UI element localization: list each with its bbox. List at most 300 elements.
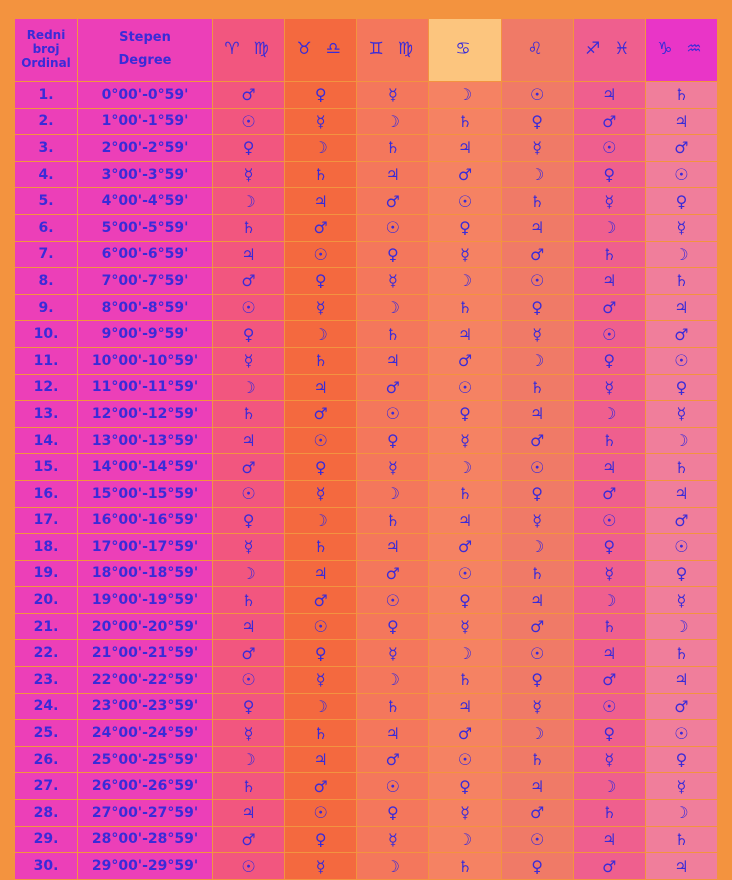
- mercury-icon: ☿: [285, 480, 357, 507]
- jupiter-icon: ♃: [213, 800, 285, 827]
- mars-icon: ♂: [213, 640, 285, 667]
- saturn-icon: ♄: [213, 401, 285, 428]
- venus-icon: ♀: [429, 401, 501, 428]
- mercury-icon: ☿: [285, 294, 357, 321]
- moon-icon: ☽: [429, 268, 501, 295]
- row-degree-range: 27°00'-27°59': [78, 800, 213, 827]
- venus-icon: ♀: [285, 454, 357, 481]
- sun-icon: ☉: [357, 401, 429, 428]
- jupiter-icon: ♃: [573, 268, 645, 295]
- header-sign-column-1: [213, 19, 285, 82]
- table-row: [15, 135, 718, 162]
- table-row: [15, 480, 718, 507]
- header-ordinal-line2: broj: [32, 42, 60, 57]
- row-ordinal: 8.: [15, 268, 78, 295]
- mercury-icon: ☿: [357, 82, 429, 109]
- table-row: [15, 640, 718, 667]
- zodiac-leo-icon: ♌: [527, 39, 547, 60]
- row-degree-range: 0°00'-0°59': [78, 82, 213, 109]
- row-degree-range: 18°00'-18°59': [78, 560, 213, 587]
- zodiac-aries-virgo-icon: ♈ ♍: [224, 39, 273, 60]
- sun-icon: ☉: [501, 268, 573, 295]
- mars-icon: ♂: [573, 108, 645, 135]
- mercury-icon: ☿: [357, 826, 429, 853]
- moon-icon: ☽: [285, 693, 357, 720]
- mars-icon: ♂: [573, 294, 645, 321]
- sun-icon: ☉: [501, 454, 573, 481]
- table-row: [15, 613, 718, 640]
- jupiter-icon: ♃: [645, 480, 717, 507]
- mercury-icon: ☿: [285, 667, 357, 694]
- saturn-icon: ♄: [573, 800, 645, 827]
- row-degree-range: 4°00'-4°59': [78, 188, 213, 215]
- mercury-icon: ☿: [213, 534, 285, 561]
- mercury-icon: ☿: [573, 374, 645, 401]
- jupiter-icon: ♃: [501, 587, 573, 614]
- venus-icon: ♀: [213, 135, 285, 162]
- mercury-icon: ☿: [429, 241, 501, 268]
- mars-icon: ♂: [645, 321, 717, 348]
- row-degree-range: 22°00'-22°59': [78, 667, 213, 694]
- table-row: [15, 853, 718, 880]
- header-ordinal-line3: Ordinal: [21, 55, 71, 70]
- venus-icon: ♀: [501, 108, 573, 135]
- mars-icon: ♂: [429, 347, 501, 374]
- sun-icon: ☉: [573, 507, 645, 534]
- row-degree-range: 28°00'-28°59': [78, 826, 213, 853]
- row-ordinal: 11.: [15, 347, 78, 374]
- venus-icon: ♀: [213, 507, 285, 534]
- table-row: [15, 667, 718, 694]
- sun-icon: ☉: [285, 800, 357, 827]
- moon-icon: ☽: [357, 480, 429, 507]
- venus-icon: ♀: [429, 773, 501, 800]
- saturn-icon: ♄: [645, 82, 717, 109]
- sun-icon: ☉: [429, 560, 501, 587]
- venus-icon: ♀: [501, 294, 573, 321]
- venus-icon: ♀: [573, 720, 645, 747]
- moon-icon: ☽: [357, 853, 429, 880]
- header-degree: [78, 19, 213, 82]
- sun-icon: ☉: [573, 321, 645, 348]
- venus-icon: ♀: [645, 560, 717, 587]
- table-row: [15, 454, 718, 481]
- header-row: [15, 19, 718, 82]
- row-ordinal: 21.: [15, 613, 78, 640]
- jupiter-icon: ♃: [285, 188, 357, 215]
- moon-icon: ☽: [501, 347, 573, 374]
- mercury-icon: ☿: [501, 321, 573, 348]
- row-ordinal: 20.: [15, 587, 78, 614]
- table-header: [15, 19, 718, 82]
- jupiter-icon: ♃: [213, 613, 285, 640]
- header-ordinal-line1: Redni: [26, 28, 66, 43]
- saturn-icon: ♄: [285, 534, 357, 561]
- saturn-icon: ♄: [213, 214, 285, 241]
- jupiter-icon: ♃: [645, 294, 717, 321]
- moon-icon: ☽: [645, 613, 717, 640]
- zodiac-capricorn-aquarius-icon: ♑ ♒: [657, 39, 706, 60]
- header-sign-column-7: [645, 19, 717, 82]
- jupiter-icon: ♃: [573, 640, 645, 667]
- venus-icon: ♀: [285, 826, 357, 853]
- row-ordinal: 26.: [15, 746, 78, 773]
- sun-icon: ☉: [645, 534, 717, 561]
- header-sign-column-5: [501, 19, 573, 82]
- row-ordinal: 19.: [15, 560, 78, 587]
- mercury-icon: ☿: [645, 587, 717, 614]
- venus-icon: ♀: [285, 268, 357, 295]
- saturn-icon: ♄: [645, 640, 717, 667]
- row-ordinal: 25.: [15, 720, 78, 747]
- saturn-icon: ♄: [285, 161, 357, 188]
- saturn-icon: ♄: [501, 374, 573, 401]
- venus-icon: ♀: [357, 241, 429, 268]
- mars-icon: ♂: [501, 427, 573, 454]
- saturn-icon: ♄: [357, 507, 429, 534]
- jupiter-icon: ♃: [213, 427, 285, 454]
- row-degree-range: 17°00'-17°59': [78, 534, 213, 561]
- table-row: [15, 82, 718, 109]
- mercury-icon: ☿: [213, 347, 285, 374]
- row-degree-range: 9°00'-9°59': [78, 321, 213, 348]
- mars-icon: ♂: [645, 693, 717, 720]
- sun-icon: ☉: [645, 720, 717, 747]
- saturn-icon: ♄: [573, 427, 645, 454]
- zodiac-gemini-virgo-icon: ♊ ♍: [368, 39, 418, 60]
- table-row: [15, 826, 718, 853]
- moon-icon: ☽: [573, 401, 645, 428]
- table-row: [15, 188, 718, 215]
- mercury-icon: ☿: [501, 507, 573, 534]
- row-degree-range: 25°00'-25°59': [78, 746, 213, 773]
- jupiter-icon: ♃: [285, 374, 357, 401]
- sun-icon: ☉: [429, 374, 501, 401]
- sun-icon: ☉: [501, 826, 573, 853]
- row-degree-range: 6°00'-6°59': [78, 241, 213, 268]
- mercury-icon: ☿: [429, 427, 501, 454]
- sun-icon: ☉: [213, 294, 285, 321]
- moon-icon: ☽: [285, 507, 357, 534]
- header-sign-column-6: [573, 19, 645, 82]
- row-degree-range: 10°00'-10°59': [78, 347, 213, 374]
- mercury-icon: ☿: [573, 746, 645, 773]
- row-degree-range: 5°00'-5°59': [78, 214, 213, 241]
- mars-icon: ♂: [213, 82, 285, 109]
- moon-icon: ☽: [501, 534, 573, 561]
- jupiter-icon: ♃: [285, 746, 357, 773]
- mercury-icon: ☿: [501, 135, 573, 162]
- venus-icon: ♀: [645, 746, 717, 773]
- jupiter-icon: ♃: [429, 135, 501, 162]
- mercury-icon: ☿: [357, 268, 429, 295]
- header-sign-column-2: [285, 19, 357, 82]
- jupiter-icon: ♃: [573, 826, 645, 853]
- saturn-icon: ♄: [501, 746, 573, 773]
- row-ordinal: 7.: [15, 241, 78, 268]
- moon-icon: ☽: [573, 214, 645, 241]
- row-degree-range: 2°00'-2°59': [78, 135, 213, 162]
- sun-icon: ☉: [645, 161, 717, 188]
- table-row: [15, 534, 718, 561]
- jupiter-icon: ♃: [645, 667, 717, 694]
- venus-icon: ♀: [573, 347, 645, 374]
- row-ordinal: 10.: [15, 321, 78, 348]
- mars-icon: ♂: [501, 613, 573, 640]
- saturn-icon: ♄: [501, 560, 573, 587]
- table-row: [15, 321, 718, 348]
- venus-icon: ♀: [501, 480, 573, 507]
- row-ordinal: 2.: [15, 108, 78, 135]
- moon-icon: ☽: [573, 587, 645, 614]
- mercury-icon: ☿: [429, 800, 501, 827]
- sun-icon: ☉: [573, 135, 645, 162]
- saturn-icon: ♄: [429, 294, 501, 321]
- jupiter-icon: ♃: [501, 773, 573, 800]
- row-degree-range: 20°00'-20°59': [78, 613, 213, 640]
- mars-icon: ♂: [501, 800, 573, 827]
- row-ordinal: 22.: [15, 640, 78, 667]
- jupiter-icon: ♃: [357, 161, 429, 188]
- venus-icon: ♀: [645, 374, 717, 401]
- row-degree-range: 7°00'-7°59': [78, 268, 213, 295]
- table-body: [15, 82, 718, 880]
- jupiter-icon: ♃: [429, 321, 501, 348]
- mars-icon: ♂: [645, 507, 717, 534]
- header-ordinal: [15, 19, 78, 82]
- table-row: [15, 693, 718, 720]
- row-degree-range: 19°00'-19°59': [78, 587, 213, 614]
- venus-icon: ♀: [501, 667, 573, 694]
- mars-icon: ♂: [573, 480, 645, 507]
- sun-icon: ☉: [357, 773, 429, 800]
- saturn-icon: ♄: [429, 480, 501, 507]
- moon-icon: ☽: [429, 826, 501, 853]
- table-row: [15, 347, 718, 374]
- sun-icon: ☉: [285, 427, 357, 454]
- saturn-icon: ♄: [285, 720, 357, 747]
- row-ordinal: 9.: [15, 294, 78, 321]
- row-degree-range: 3°00'-3°59': [78, 161, 213, 188]
- saturn-icon: ♄: [357, 693, 429, 720]
- table-row: [15, 800, 718, 827]
- sun-icon: ☉: [285, 241, 357, 268]
- saturn-icon: ♄: [501, 188, 573, 215]
- moon-icon: ☽: [213, 188, 285, 215]
- mars-icon: ♂: [501, 241, 573, 268]
- zodiac-cancer-icon: ♋: [455, 39, 475, 60]
- row-degree-range: 12°00'-12°59': [78, 401, 213, 428]
- jupiter-icon: ♃: [573, 454, 645, 481]
- mars-icon: ♂: [357, 560, 429, 587]
- mercury-icon: ☿: [573, 560, 645, 587]
- moon-icon: ☽: [429, 454, 501, 481]
- jupiter-icon: ♃: [357, 347, 429, 374]
- moon-icon: ☽: [213, 746, 285, 773]
- table-row: [15, 294, 718, 321]
- venus-icon: ♀: [285, 82, 357, 109]
- sun-icon: ☉: [501, 82, 573, 109]
- sun-icon: ☉: [573, 693, 645, 720]
- zodiac-sagittarius-pisces-icon: ♐ ♓: [585, 39, 634, 60]
- jupiter-icon: ♃: [357, 534, 429, 561]
- saturn-icon: ♄: [429, 108, 501, 135]
- row-ordinal: 18.: [15, 534, 78, 561]
- row-ordinal: 14.: [15, 427, 78, 454]
- mercury-icon: ☿: [213, 161, 285, 188]
- mars-icon: ♂: [357, 374, 429, 401]
- moon-icon: ☽: [645, 800, 717, 827]
- mars-icon: ♂: [645, 135, 717, 162]
- venus-icon: ♀: [357, 427, 429, 454]
- row-degree-range: 16°00'-16°59': [78, 507, 213, 534]
- jupiter-icon: ♃: [645, 108, 717, 135]
- mars-icon: ♂: [357, 746, 429, 773]
- header-degree-line1: Stepen: [119, 30, 171, 46]
- venus-icon: ♀: [573, 534, 645, 561]
- table-row: [15, 720, 718, 747]
- moon-icon: ☽: [285, 135, 357, 162]
- row-degree-range: 14°00'-14°59': [78, 454, 213, 481]
- table-row: [15, 427, 718, 454]
- mercury-icon: ☿: [357, 640, 429, 667]
- jupiter-icon: ♃: [645, 853, 717, 880]
- moon-icon: ☽: [501, 720, 573, 747]
- mars-icon: ♂: [285, 214, 357, 241]
- jupiter-icon: ♃: [429, 507, 501, 534]
- table-row: [15, 214, 718, 241]
- sun-icon: ☉: [501, 640, 573, 667]
- row-degree-range: 13°00'-13°59': [78, 427, 213, 454]
- jupiter-icon: ♃: [501, 214, 573, 241]
- venus-icon: ♀: [429, 587, 501, 614]
- table-row: [15, 507, 718, 534]
- row-degree-range: 21°00'-21°59': [78, 640, 213, 667]
- table-row: [15, 241, 718, 268]
- saturn-icon: ♄: [573, 613, 645, 640]
- sun-icon: ☉: [429, 746, 501, 773]
- row-ordinal: 27.: [15, 773, 78, 800]
- venus-icon: ♀: [213, 321, 285, 348]
- venus-icon: ♀: [213, 693, 285, 720]
- sun-icon: ☉: [357, 214, 429, 241]
- row-ordinal: 29.: [15, 826, 78, 853]
- saturn-icon: ♄: [429, 853, 501, 880]
- table-row: [15, 746, 718, 773]
- moon-icon: ☽: [357, 294, 429, 321]
- moon-icon: ☽: [285, 321, 357, 348]
- row-degree-range: 11°00'-11°59': [78, 374, 213, 401]
- row-ordinal: 16.: [15, 480, 78, 507]
- table-row: [15, 374, 718, 401]
- table-row: [15, 587, 718, 614]
- row-ordinal: 30.: [15, 853, 78, 880]
- mars-icon: ♂: [573, 853, 645, 880]
- row-degree-range: 23°00'-23°59': [78, 693, 213, 720]
- moon-icon: ☽: [501, 161, 573, 188]
- sun-icon: ☉: [357, 587, 429, 614]
- sun-icon: ☉: [213, 480, 285, 507]
- mars-icon: ♂: [429, 534, 501, 561]
- row-ordinal: 28.: [15, 800, 78, 827]
- table-row: [15, 773, 718, 800]
- row-ordinal: 1.: [15, 82, 78, 109]
- jupiter-icon: ♃: [357, 720, 429, 747]
- mars-icon: ♂: [213, 268, 285, 295]
- moon-icon: ☽: [429, 82, 501, 109]
- table-row: [15, 268, 718, 295]
- row-ordinal: 23.: [15, 667, 78, 694]
- mars-icon: ♂: [357, 188, 429, 215]
- jupiter-icon: ♃: [213, 241, 285, 268]
- mars-icon: ♂: [429, 720, 501, 747]
- saturn-icon: ♄: [357, 321, 429, 348]
- sun-icon: ☉: [429, 188, 501, 215]
- moon-icon: ☽: [645, 241, 717, 268]
- row-ordinal: 24.: [15, 693, 78, 720]
- venus-icon: ♀: [573, 161, 645, 188]
- row-degree-range: 24°00'-24°59': [78, 720, 213, 747]
- sun-icon: ☉: [213, 667, 285, 694]
- saturn-icon: ♄: [645, 826, 717, 853]
- sun-icon: ☉: [645, 347, 717, 374]
- table-row: [15, 560, 718, 587]
- mars-icon: ♂: [285, 773, 357, 800]
- mercury-icon: ☿: [429, 613, 501, 640]
- mercury-icon: ☿: [645, 214, 717, 241]
- venus-icon: ♀: [357, 613, 429, 640]
- saturn-icon: ♄: [573, 241, 645, 268]
- row-ordinal: 15.: [15, 454, 78, 481]
- mercury-icon: ☿: [285, 108, 357, 135]
- sun-icon: ☉: [285, 613, 357, 640]
- mars-icon: ♂: [573, 667, 645, 694]
- row-degree-range: 15°00'-15°59': [78, 480, 213, 507]
- mars-icon: ♂: [429, 161, 501, 188]
- row-ordinal: 17.: [15, 507, 78, 534]
- row-degree-range: 8°00'-8°59': [78, 294, 213, 321]
- mars-icon: ♂: [213, 454, 285, 481]
- table-row: [15, 108, 718, 135]
- row-degree-range: 26°00'-26°59': [78, 773, 213, 800]
- row-degree-range: 1°00'-1°59': [78, 108, 213, 135]
- table-row: [15, 161, 718, 188]
- row-ordinal: 6.: [15, 214, 78, 241]
- mercury-icon: ☿: [645, 401, 717, 428]
- mercury-icon: ☿: [285, 853, 357, 880]
- venus-icon: ♀: [429, 214, 501, 241]
- jupiter-icon: ♃: [429, 693, 501, 720]
- moon-icon: ☽: [357, 108, 429, 135]
- zodiac-taurus-libra-icon: ♉ ♎: [296, 39, 345, 60]
- row-ordinal: 13.: [15, 401, 78, 428]
- mercury-icon: ☿: [573, 188, 645, 215]
- table-row: [15, 401, 718, 428]
- row-ordinal: 5.: [15, 188, 78, 215]
- moon-icon: ☽: [213, 560, 285, 587]
- row-degree-range: 29°00'-29°59': [78, 853, 213, 880]
- venus-icon: ♀: [357, 800, 429, 827]
- mars-icon: ♂: [285, 587, 357, 614]
- saturn-icon: ♄: [213, 773, 285, 800]
- moon-icon: ☽: [573, 773, 645, 800]
- header-sign-column-3: [357, 19, 429, 82]
- saturn-icon: ♄: [429, 667, 501, 694]
- header-degree-line2: Degree: [118, 53, 172, 68]
- sun-icon: ☉: [213, 108, 285, 135]
- moon-icon: ☽: [213, 374, 285, 401]
- mercury-icon: ☿: [357, 454, 429, 481]
